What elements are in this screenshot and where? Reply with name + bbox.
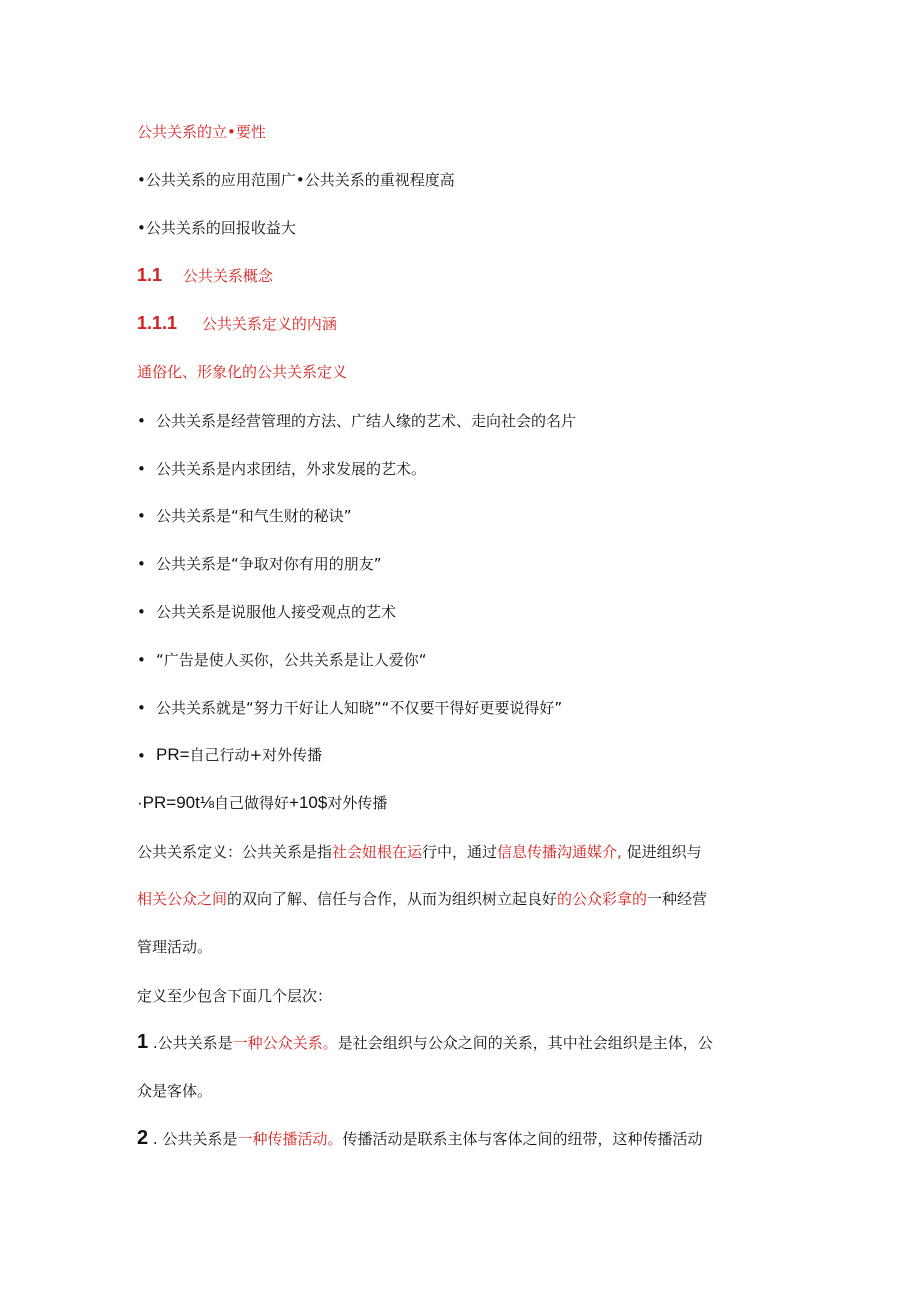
pr-ratio-end: 对外传播 [327,794,388,812]
level-highlight: 一种公众关系。 [232,1034,338,1052]
list-item: 公共关系是“和气生财的秘诀” [156,507,352,525]
definition-text: 的双向了解、信任与合作，从而为组织树立起良好 [227,890,558,908]
bullet-dot: • [137,555,146,573]
list-item: 公共关系是内求团结，外求发展的艺术。 [156,460,427,478]
section-number: 1.1 [137,265,163,285]
definition-text: 一种经营 [647,890,708,908]
pr-ratio-prefix: ·PR=90t⅛ [137,793,215,812]
definition-line-3: 管理活动。 [137,938,213,956]
importance-line-2: •公共关系的回报收益大 [137,219,296,237]
definition-text: 公共关系定义：公共关系是指 [137,843,333,861]
level-1-line-2: 众是客体。 [137,1082,213,1100]
pr-ratio-plus: +10$ [289,793,328,812]
definition-highlight: 相关公众之间 [137,890,228,908]
list-item-pr [156,745,322,765]
level-text: . 公共关系是 [148,1130,238,1148]
section-number: 1.1.1 [137,313,178,333]
bullet-dot: • [137,460,146,478]
definition-line-1 [137,842,702,862]
bullet-dot: • [137,603,146,621]
list-item: 公共关系就是“努力干好让人知晓”“不仅要干得好更要说得好” [156,699,563,717]
definition-highlight: 的公众彩拿的 [557,890,648,908]
bullet-dot: • [137,412,146,430]
level-text: 是社会组织与公众之间的关系，其中社会组织是主体，公 [337,1034,713,1052]
definition-highlight: 信息传播沟通媒介, [497,843,622,861]
list-item: 公共关系是经营管理的方法、广结人缘的艺术、走向社会的名片 [156,412,577,430]
level-text: .公共关系是 [148,1034,233,1052]
section-title: 公共关系概念 [182,267,273,285]
bullet-dot: • [137,507,146,525]
pr-formula-rest: 自己行动+对外传播 [189,746,323,764]
bullet-dot: • [137,747,146,765]
bullet-dot: • [137,699,146,717]
pr-formula-prefix: PR= [156,745,190,764]
level-2-line-1 [137,1128,702,1149]
level-number: 1 [137,1031,149,1053]
level-1-line-1 [137,1032,713,1053]
bullet-dot: • [137,651,146,669]
definition-line-2 [137,889,707,909]
section-heading-1-1-1 [137,313,337,334]
pr-ratio-line [137,793,387,813]
definition-highlight: 社会妞根在运 [332,843,423,861]
level-highlight: 一种传播活动。 [237,1130,343,1148]
pr-ratio-mid: 自己做得好 [214,794,290,812]
section-heading-1-1 [137,265,273,286]
level-text: 传播活动是联系主体与客体之间的纽带，这种传播活动 [342,1130,703,1148]
list-item: 公共关系是“争取对你有用的朋友” [156,555,382,573]
subheading: 通俗化、形象化的公共关系定义 [137,363,348,381]
list-item: “广告是使人买你，公共关系是让人爱你“ [156,651,427,669]
list-item: 公共关系是说服他人接受观点的艺术 [156,603,397,621]
levels-intro: 定义至少包含下面几个层次： [137,987,333,1005]
section-title: 公共关系定义的内涵 [201,315,337,333]
definition-text: 促进组织与 [621,843,702,861]
level-number: 2 [137,1127,149,1149]
importance-heading: 公共关系的立•要性 [137,123,266,141]
importance-line-1: •公共关系的应用范围广•公共关系的重视程度高 [137,171,455,189]
definition-text: 行中，通过 [422,843,498,861]
